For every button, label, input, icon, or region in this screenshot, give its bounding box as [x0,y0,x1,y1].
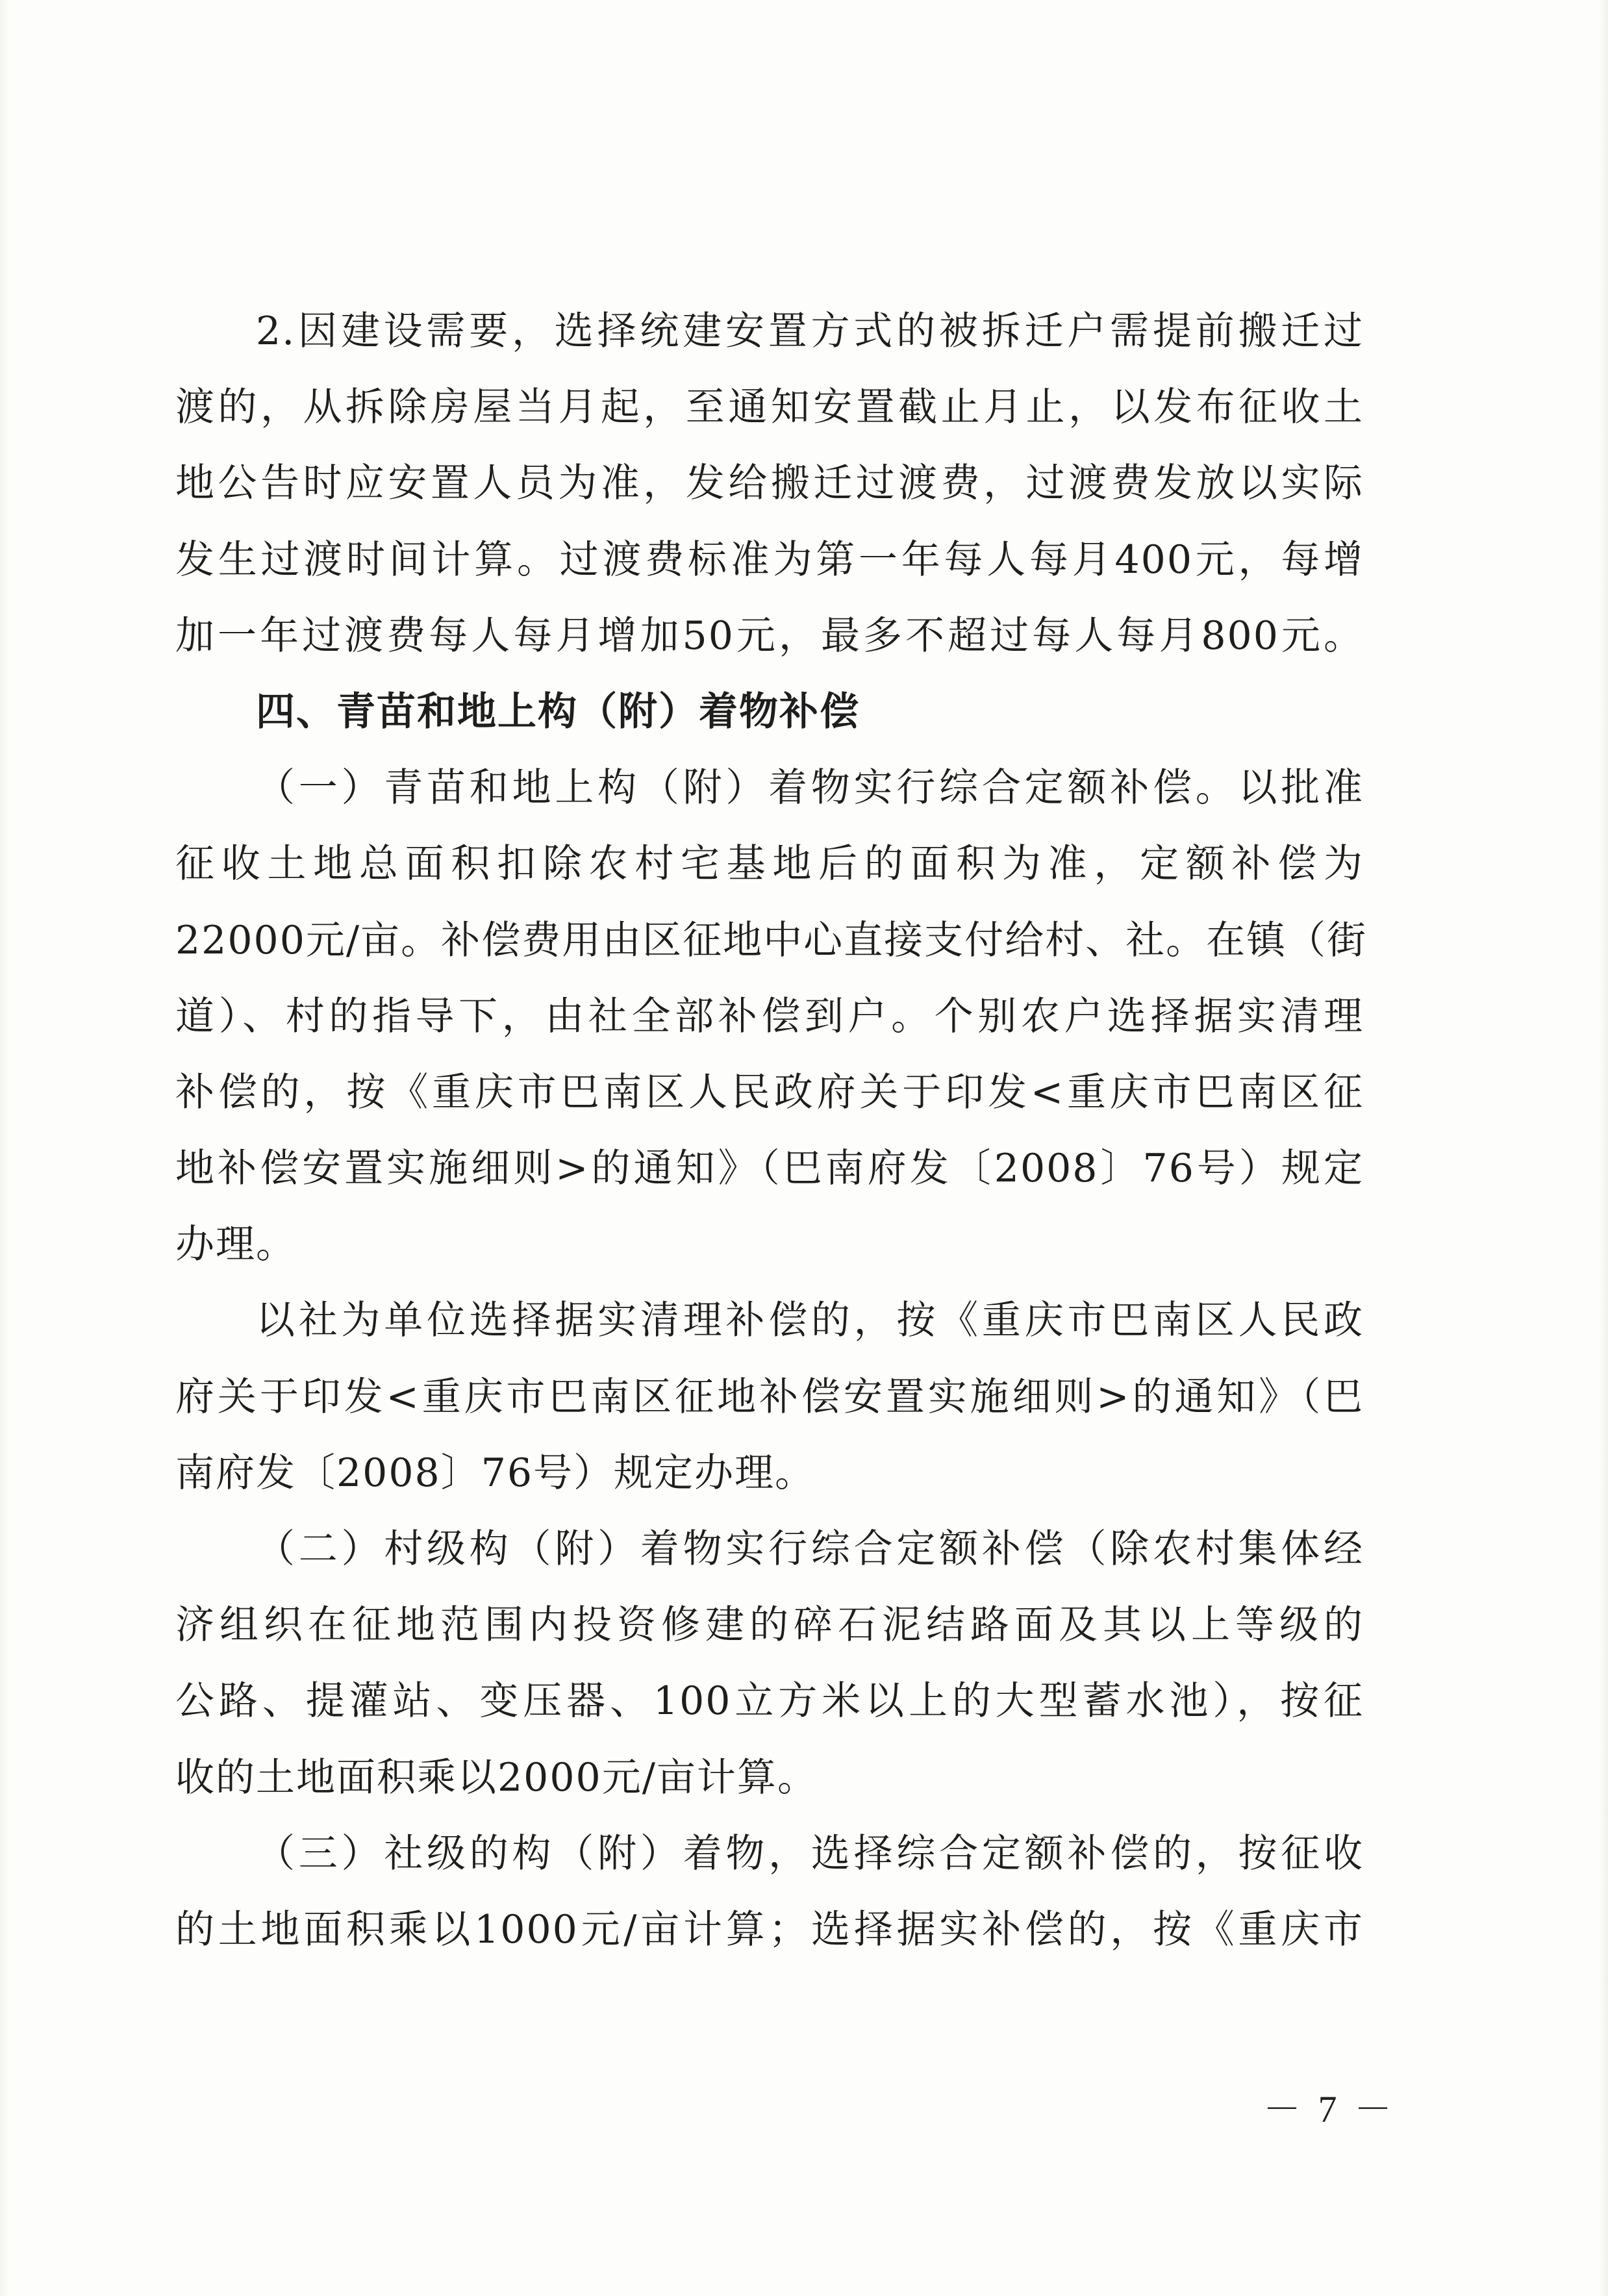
paragraph-line: 渡的，从拆除房屋当月起，至通知安置截止月止，以发布征收土 [175,385,1364,431]
paragraph-line: 地公告时应安置人员为准，发给搬迁过渡费，过渡费发放以实际 [175,460,1364,507]
document-body [175,294,1368,1968]
paragraph-line: 道）、村的指导下，由社全部补偿到户。个别农户选择据实清理 [175,993,1364,1039]
paragraph-line: 发生过渡时间计算。过渡费标准为第一年每人每月400元，每增 [175,536,1364,583]
paragraph-line: 2.因建设需要，选择统建安置方式的被拆迁户需提前搬迁过 [256,309,1364,354]
paragraph-line: 以社为单位选择据实清理补偿的，按《重庆市巴南区人民政 [256,1298,1364,1344]
section-heading: 四、青苗和地上构（附）着物补偿 [256,688,860,735]
paragraph-line: 府关于印发<重庆市巴南区征地补偿安置实施细则>的通知》（巴 [175,1374,1364,1420]
page-number: － 7 － [1263,2088,1396,2130]
paragraph-line: 办理。 [175,1222,296,1268]
paragraph-line: 22000元/亩。补偿费用由区征地中心直接支付给村、社。在镇（街 [175,917,1368,963]
paragraph-line: （三）社级的构（附）着物，选择综合定额补偿的，按征收 [256,1830,1364,1876]
paragraph-line: 收的土地面积乘以2000元/亩计算。 [175,1754,818,1800]
paragraph-line: 补偿的，按《重庆市巴南区人民政府关于印发<重庆市巴南区征 [175,1069,1364,1115]
paragraph-line: 南府发〔2008〕76号）规定办理。 [175,1450,816,1496]
paragraph-line: 公路、提灌站、变压器、100立方米以上的大型蓄水池），按征 [175,1678,1364,1724]
paragraph-line: 地补偿安置实施细则>的通知》（巴南府发〔2008〕76号）规定 [175,1146,1364,1192]
paragraph-line: 征收土地总面积扣除农村宅基地后的面积为准，定额补偿为 [175,841,1364,887]
paragraph-line: 的土地面积乘以1000元/亩计算；选择据实补偿的，按《重庆市 [175,1906,1364,1952]
paragraph-line: 济组织在征地范围内投资修建的碎石泥结路面及其以上等级的 [175,1602,1364,1648]
paragraph-line: （二）村级构（附）着物实行综合定额补偿（除农村集体经 [256,1526,1364,1572]
paragraph-line: 加一年过渡费每人每月增加50元，最多不超过每人每月800元。 [175,612,1364,659]
paragraph-line: （一）青苗和地上构（附）着物实行综合定额补偿。以批准 [256,765,1364,811]
